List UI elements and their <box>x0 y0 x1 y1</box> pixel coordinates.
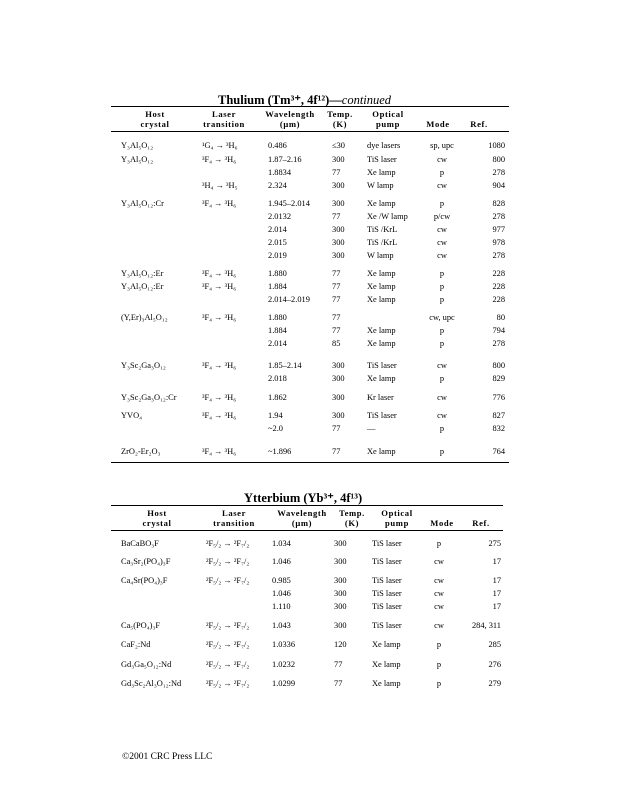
cell-wl: 1.94 <box>268 411 283 420</box>
cell-temp: 300 <box>332 374 345 383</box>
cell-wl: 2.019 <box>268 251 287 260</box>
cell-wl: 2.018 <box>268 374 287 383</box>
thulium-bottom-rule <box>111 462 509 463</box>
cell-pump: TiS laser <box>367 411 397 420</box>
thulium-table-title: Thulium (Tm³⁺, 4f¹²)—continued <box>218 93 392 107</box>
cell-temp: 300 <box>334 576 347 585</box>
cell-pump: Xe lamp <box>367 199 396 208</box>
cell-pump: Xe lamp <box>367 374 396 383</box>
cell-wl: 1.85–2.14 <box>268 361 302 370</box>
cell-host: ZrO₂-Er₂O₃ <box>121 447 161 456</box>
thulium-header-wavelength: Wavelength (μm) <box>265 109 315 129</box>
cell-trans: ³F₄ → ³H₆ <box>202 361 237 370</box>
cell-ref: 228 <box>492 269 505 278</box>
cell-pump: W lamp <box>367 181 394 190</box>
ytterbium-header-pump: Optical pump <box>381 508 413 528</box>
cell-pump: Xe lamp <box>367 326 396 335</box>
cell-mode: p <box>439 424 445 433</box>
cell-temp: 300 <box>332 238 345 247</box>
cell-wl: ~2.0 <box>268 424 283 433</box>
cell-temp: 77 <box>332 313 341 322</box>
cell-mode: p <box>439 447 445 456</box>
cell-trans: ³F₄ → ³H₆ <box>202 199 237 208</box>
cell-temp: 300 <box>332 155 345 164</box>
cell-trans: ²F₅/₂ → ²F₇/₂ <box>206 679 250 688</box>
cell-ref: 278 <box>492 168 505 177</box>
cell-wl: 1.8834 <box>268 168 292 177</box>
cell-ref: 977 <box>492 225 505 234</box>
cell-host: Y₃Al₅O₁₂:Er <box>121 269 164 278</box>
cell-ref: 829 <box>492 374 505 383</box>
cell-host: YVO₄ <box>121 411 143 420</box>
cell-temp: ≤30 <box>332 141 345 150</box>
cell-wl: 1.87–2.16 <box>268 155 302 164</box>
cell-host: Gd₃Ga₅O₁₂:Nd <box>121 660 172 669</box>
cell-ref: 278 <box>492 251 505 260</box>
thulium-header-host: Host crystal <box>140 109 170 129</box>
cell-trans: ²F₅/₂ → ²F₇/₂ <box>206 660 250 669</box>
cell-mode: p <box>439 199 445 208</box>
cell-pump: TiS laser <box>372 539 402 548</box>
cell-host: Y₃Al₅O₁₂:Cr <box>121 199 164 208</box>
cell-ref: 17 <box>492 602 501 611</box>
ytterbium-header-temp: Temp. (K) <box>339 508 365 528</box>
cell-temp: 77 <box>332 326 341 335</box>
cell-ref: 800 <box>492 361 505 370</box>
cell-temp: 77 <box>332 269 341 278</box>
cell-trans: ³H₄ → ³H₅ <box>202 181 238 190</box>
cell-pump: Xe lamp <box>372 660 401 669</box>
cell-ref: 828 <box>492 199 505 208</box>
cell-host: Y₃Sc₂Ga₃O₁₂:Cr <box>121 393 177 402</box>
cell-temp: 300 <box>332 251 345 260</box>
cell-trans: ³F₄ → ³H₆ <box>202 393 237 402</box>
cell-pump: Xe lamp <box>367 447 396 456</box>
cell-ref: 832 <box>492 424 505 433</box>
cell-trans: ²F₅/₂ → ²F₇/₂ <box>206 576 250 585</box>
cell-temp: 77 <box>332 424 341 433</box>
cell-wl: 1.880 <box>268 269 287 278</box>
cell-trans: ³F₄ → ³H₆ <box>202 155 237 164</box>
cell-pump: TiS laser <box>372 602 402 611</box>
cell-pump: TiS laser <box>372 621 402 630</box>
cell-trans: ²F₅/₂ → ²F₇/₂ <box>206 621 250 630</box>
cell-pump: Xe lamp <box>367 282 396 291</box>
cell-pump: — <box>367 424 376 433</box>
cell-temp: 300 <box>334 621 347 630</box>
cell-temp: 300 <box>334 602 347 611</box>
cell-wl: 1.0232 <box>272 660 296 669</box>
thulium-top-rule <box>111 106 509 107</box>
cell-host: Ca₃Sr₂(PO₄)₃F <box>121 557 171 566</box>
cell-pump: Xe lamp <box>372 679 401 688</box>
cell-temp: 300 <box>332 199 345 208</box>
cell-pump: dye lasers <box>367 141 401 150</box>
ytterbium-header-wavelength: Wavelength (μm) <box>277 508 327 528</box>
cell-trans: ³F₄ → ³H₆ <box>202 282 237 291</box>
cell-pump: TiS laser <box>367 361 397 370</box>
cell-pump: W lamp <box>367 251 394 260</box>
cell-host: (Y,Er)₃Al₅O₁₂ <box>121 313 168 322</box>
cell-temp: 77 <box>332 168 341 177</box>
cell-host: BaCaBO₃F <box>121 539 159 548</box>
cell-mode: cw <box>434 621 444 630</box>
cell-ref: 80 <box>496 313 505 322</box>
cell-temp: 85 <box>332 339 341 348</box>
cell-pump: Xe /W lamp <box>367 212 408 221</box>
cell-pump: Xe lamp <box>367 339 396 348</box>
cell-trans: ³F₄ → ³H₆ <box>202 447 237 456</box>
cell-trans: ²F₅/₂ → ²F₇/₂ <box>206 539 250 548</box>
cell-temp: 77 <box>334 679 343 688</box>
cell-mode: p <box>439 295 445 304</box>
cell-wl: ~1.896 <box>268 447 292 456</box>
cell-mode: p <box>436 640 442 649</box>
cell-mode: cw <box>434 576 444 585</box>
cell-temp: 300 <box>334 557 347 566</box>
cell-temp: 77 <box>332 295 341 304</box>
ytterbium-header-rule <box>111 530 503 531</box>
ytterbium-top-rule <box>111 505 503 506</box>
cell-wl: 2.014–2.019 <box>268 295 310 304</box>
cell-temp: 77 <box>334 660 343 669</box>
cell-host: Y₃Al₅O₁₂ <box>121 155 154 164</box>
cell-wl: 1.043 <box>272 621 291 630</box>
cell-ref: 1080 <box>488 141 505 150</box>
cell-wl: 2.014 <box>268 225 287 234</box>
cell-mode: cw <box>434 557 444 566</box>
thulium-header-transition: Laser transition <box>203 109 245 129</box>
cell-mode: p/cw <box>433 212 451 221</box>
cell-trans: ²F₅/₂ → ²F₇/₂ <box>206 557 250 566</box>
cell-wl: 1.034 <box>272 539 291 548</box>
cell-pump: Kr laser <box>367 393 394 402</box>
cell-host: Gd₃Sc₂Al₃O₁₂:Nd <box>121 679 182 688</box>
cell-mode: p <box>436 679 442 688</box>
thulium-header-pump: Optical pump <box>372 109 404 129</box>
cell-mode: cw <box>437 411 447 420</box>
cell-trans: ²F₅/₂ → ²F₇/₂ <box>206 640 250 649</box>
cell-wl: 0.486 <box>268 141 287 150</box>
cell-ref: 284, 311 <box>471 621 501 630</box>
cell-wl: 1.884 <box>268 282 287 291</box>
cell-ref: 904 <box>492 181 505 190</box>
cell-wl: 0.985 <box>272 576 291 585</box>
cell-ref: 794 <box>492 326 505 335</box>
cell-temp: 300 <box>332 225 345 234</box>
cell-ref: 978 <box>492 238 505 247</box>
cell-ref: 800 <box>492 155 505 164</box>
cell-ref: 17 <box>492 557 501 566</box>
cell-pump: Xe lamp <box>367 168 396 177</box>
cell-mode: p <box>439 168 445 177</box>
ytterbium-header-mode: Mode <box>430 518 454 528</box>
cell-mode: cw <box>437 393 447 402</box>
cell-pump: Xe lamp <box>372 640 401 649</box>
cell-mode: p <box>439 269 445 278</box>
cell-ref: 228 <box>492 295 505 304</box>
cell-wl: 1.945–2.014 <box>268 199 310 208</box>
cell-pump: TiS /KrL <box>367 238 398 247</box>
cell-temp: 300 <box>332 181 345 190</box>
cell-temp: 77 <box>332 447 341 456</box>
cell-mode: p <box>439 282 445 291</box>
cell-trans: ³F₄ → ³H₆ <box>202 269 237 278</box>
cell-ref: 776 <box>492 393 505 402</box>
cell-wl: 2.014 <box>268 339 287 348</box>
cell-mode: cw <box>434 589 444 598</box>
cell-mode: p <box>436 660 442 669</box>
ytterbium-header-host: Host crystal <box>142 508 172 528</box>
cell-wl: 2.324 <box>268 181 287 190</box>
cell-temp: 300 <box>334 589 347 598</box>
cell-trans: ³F₄ → ³H₆ <box>202 411 237 420</box>
cell-ref: 17 <box>492 576 501 585</box>
cell-pump: TiS laser <box>372 557 402 566</box>
cell-mode: cw <box>437 238 447 247</box>
cell-temp: 77 <box>332 212 341 221</box>
thulium-header-ref: Ref. <box>470 119 488 129</box>
cell-wl: 1.0299 <box>272 679 296 688</box>
cell-temp: 300 <box>334 539 347 548</box>
cell-mode: cw <box>434 602 444 611</box>
cell-pump: Xe lamp <box>367 269 396 278</box>
cell-host: Ca₄Sr(PO₄)₃F <box>121 576 168 585</box>
cell-mode: cw <box>437 225 447 234</box>
cell-ref: 278 <box>492 339 505 348</box>
cell-pump: Xe lamp <box>367 295 396 304</box>
cell-wl: 1.046 <box>272 557 291 566</box>
cell-wl: 1.884 <box>268 326 287 335</box>
cell-host: Y₃Sc₂Ga₃O₁₂ <box>121 361 166 370</box>
cell-ref: 285 <box>488 640 501 649</box>
cell-ref: 275 <box>488 539 501 548</box>
cell-pump: TiS laser <box>367 155 397 164</box>
cell-mode: sp, upc <box>430 141 454 150</box>
cell-host: CaF₂:Nd <box>121 640 151 649</box>
cell-host: Y₃Al₅O₁₂:Er <box>121 282 164 291</box>
cell-ref: 279 <box>488 679 501 688</box>
cell-host: Ca₅(PO₄)₃F <box>121 621 161 630</box>
cell-mode: p <box>439 339 445 348</box>
cell-temp: 300 <box>332 411 345 420</box>
cell-wl: 1.110 <box>272 602 291 611</box>
cell-mode: cw <box>437 155 447 164</box>
cell-mode: p <box>439 374 445 383</box>
cell-temp: 120 <box>334 640 347 649</box>
cell-wl: 2.015 <box>268 238 287 247</box>
cell-ref: 278 <box>492 212 505 221</box>
cell-temp: 300 <box>332 361 345 370</box>
cell-mode: cw <box>437 251 447 260</box>
copyright-footer: ©2001 CRC Press LLC <box>122 752 213 762</box>
cell-host: Y₃Al₅O₁₂ <box>121 141 154 150</box>
cell-mode: p <box>439 326 445 335</box>
cell-wl: 1.0336 <box>272 640 296 649</box>
cell-wl: 1.862 <box>268 393 287 402</box>
ytterbium-header-transition: Laser transition <box>213 508 255 528</box>
cell-wl: 2.0132 <box>268 212 292 221</box>
cell-ref: 17 <box>492 589 501 598</box>
cell-pump: TiS laser <box>372 576 402 585</box>
cell-pump: TiS /KrL <box>367 225 398 234</box>
cell-trans: ¹G₄ → ³H₆ <box>202 141 238 150</box>
cell-wl: 1.046 <box>272 589 291 598</box>
cell-pump: TiS laser <box>372 589 402 598</box>
cell-mode: p <box>436 539 442 548</box>
cell-mode: cw <box>437 361 447 370</box>
cell-ref: 228 <box>492 282 505 291</box>
cell-ref: 764 <box>492 447 505 456</box>
thulium-header-temp: Temp. (K) <box>327 109 353 129</box>
cell-ref: 276 <box>488 660 501 669</box>
cell-temp: 77 <box>332 282 341 291</box>
cell-mode: cw, upc <box>429 313 455 322</box>
cell-ref: 827 <box>492 411 505 420</box>
ytterbium-table-title: Ytterbium (Yb³⁺, 4f¹³) <box>244 491 363 505</box>
cell-temp: 300 <box>332 393 345 402</box>
thulium-header-mode: Mode <box>426 119 450 129</box>
thulium-header-rule <box>111 131 509 132</box>
cell-mode: cw <box>437 181 447 190</box>
cell-trans: ³F₄ → ³H₆ <box>202 313 237 322</box>
cell-wl: 1.880 <box>268 313 287 322</box>
ytterbium-header-ref: Ref. <box>472 518 490 528</box>
